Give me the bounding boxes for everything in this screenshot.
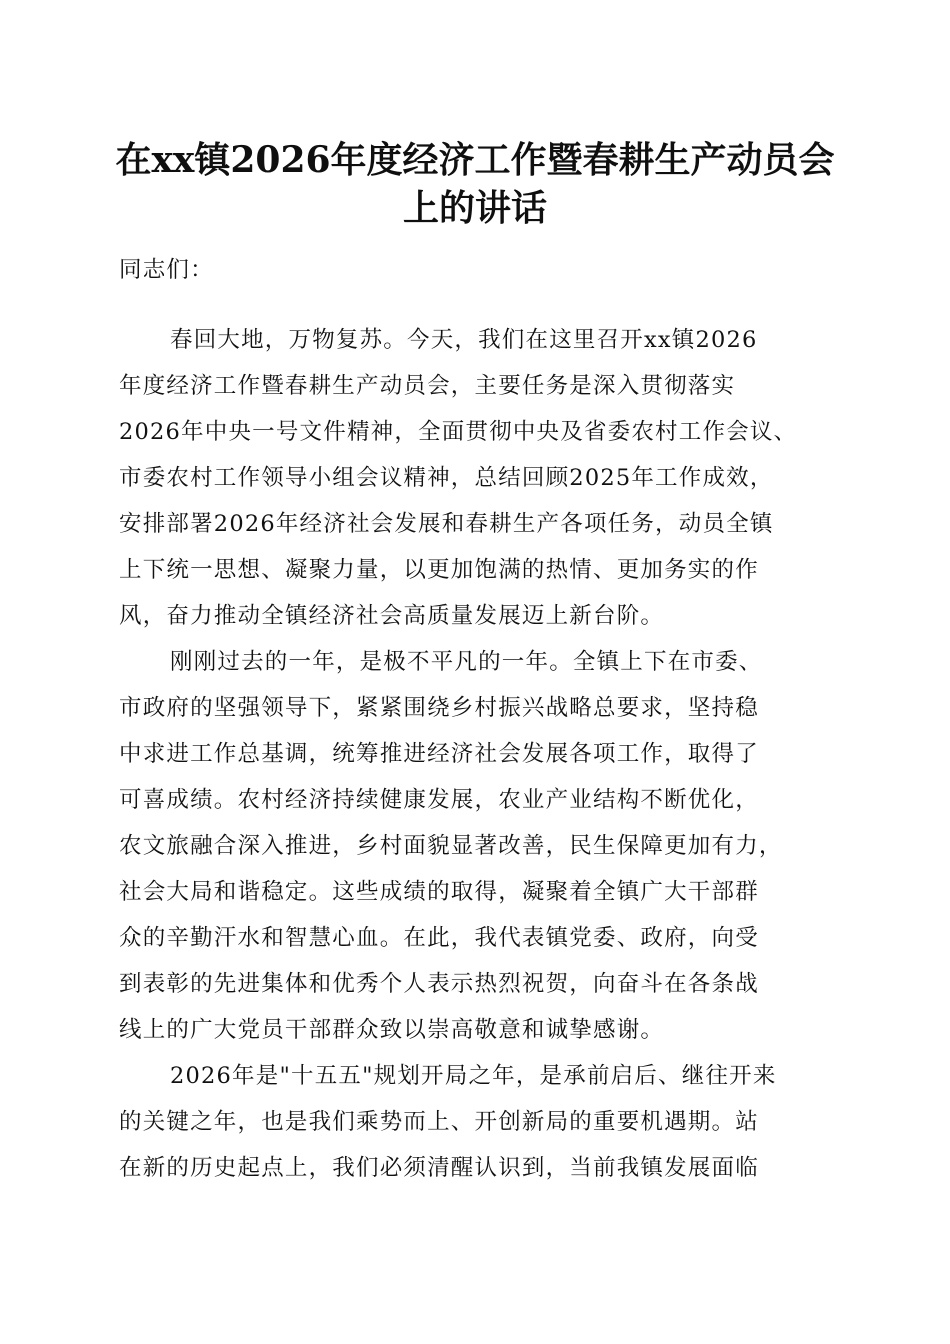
paragraph-1-line-2: 年度经济工作暨春耕生产动员会，主要任务是深入贯彻落实 — [119, 373, 736, 399]
paragraph-1-line-1: 春回大地，万物复苏。今天，我们在这里召开xx镇2026 — [170, 327, 758, 353]
paragraph-3-line-1: 2026年是"十五五"规划开局之年，是承前启后、继往开来 — [170, 1063, 777, 1089]
paragraph-1-line-5: 安排部署2026年经济社会发展和春耕生产各项任务，动员全镇 — [119, 511, 774, 537]
document-title-line-2: 上的讲话 — [402, 187, 547, 229]
paragraph-1-line-6: 上下统一思想、凝聚力量，以更加饱满的热情、更加务实的作 — [119, 557, 759, 583]
paragraph-2-line-1: 刚刚过去的一年，是极不平凡的一年。全镇上下在市委、 — [170, 649, 763, 675]
paragraph-1-line-3: 2026年中央一号文件精神，全面贯彻中央及省委农村工作会议、 — [119, 419, 798, 445]
paragraph-2-line-2: 市政府的坚强领导下，紧紧围绕乡村振兴战略总要求，坚持稳 — [119, 695, 759, 721]
paragraph-2-line-7: 众的辛勤汗水和智慧心血。在此，我代表镇党委、政府，向受 — [119, 925, 759, 951]
paragraph-1-line-4: 市委农村工作领导小组会议精神，总结回顾2025年工作成效， — [119, 465, 774, 491]
paragraph-2-line-4: 可喜成绩。农村经济持续健康发展，农业产业结构不断优化， — [119, 787, 759, 813]
salutation: 同志们： — [119, 257, 214, 283]
paragraph-2-line-8: 到表彰的先进集体和优秀个人表示热烈祝贺，向奋斗在各条战 — [119, 971, 759, 997]
paragraph-3-line-2: 的关键之年，也是我们乘势而上、开创新局的重要机遇期。站 — [119, 1109, 759, 1135]
paragraph-2-line-6: 社会大局和谐稳定。这些成绩的取得，凝聚着全镇广大干部群 — [119, 879, 759, 905]
document-title-line-1: 在xx镇2026年度经济工作暨春耕生产动员会 — [115, 139, 835, 181]
paragraph-3-line-3: 在新的历史起点上，我们必须清醒认识到，当前我镇发展面临 — [119, 1155, 759, 1181]
paragraph-2-line-9: 线上的广大党员干部群众致以崇高敬意和诚挚感谢。 — [119, 1017, 665, 1043]
paragraph-2-line-5: 农文旅融合深入推进，乡村面貌显著改善，民生保障更加有力， — [119, 833, 783, 859]
paragraph-2-line-3: 中求进工作总基调，统筹推进经济社会发展各项工作，取得了 — [119, 741, 759, 767]
paragraph-1-line-7: 风，奋力推动全镇经济社会高质量发展迈上新台阶。 — [119, 603, 665, 629]
